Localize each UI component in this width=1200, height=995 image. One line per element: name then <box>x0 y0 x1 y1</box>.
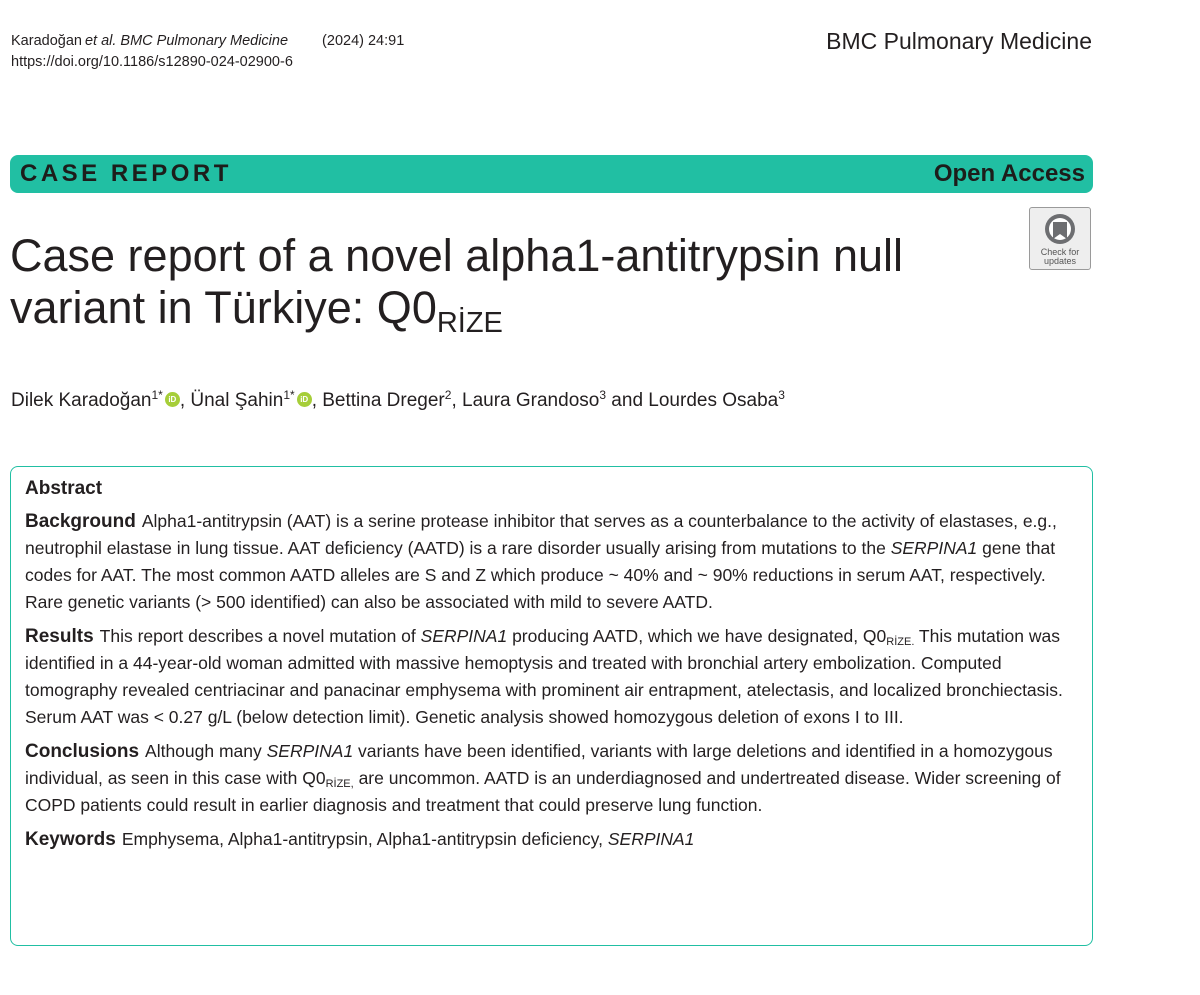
author-list <box>11 390 785 412</box>
text-run: gene that codes for AAT. The most common AATD alleles are S and Z which produce ~ 40% and ~ 90% reductions in serum AAT, respectively. Rare genetic variants (> 500 identified) can also be associated with mild to severe AATD. <box>25 538 1056 612</box>
text-run: This mutation was identified in a 44-year-old woman admitted with massive hemoptysis and treated with bronchial artery embolization. Computed tomography revealed centriacinar and panacinar emphysema with prominent air entrapment, atelectasis, and localized bronchiectasis. Serum AAT was < 0.27 g/L (below detection limit). Genetic analysis showed homozygous deletion of exons I to III. <box>25 626 1063 727</box>
article-type: CASE REPORT <box>20 160 232 187</box>
orcid-icon[interactable] <box>165 392 180 407</box>
author-separator: and <box>606 390 649 411</box>
text-run: are uncommon. AATD is an underdiagnosed and undertreated disease. Wider screening of COPD patients could result in earlier diagnosis and treatment that could preserve lung function. <box>25 768 1061 815</box>
subscript-text: RİZE, <box>325 778 354 790</box>
abstract-keywords <box>25 826 1078 853</box>
affiliation-marker: 1* <box>151 388 163 402</box>
abstract-box <box>10 466 1093 946</box>
italic-term: SERPINA1 <box>420 626 508 646</box>
abstract-background <box>25 508 1078 616</box>
check-updates-line1: Check for <box>1040 247 1080 257</box>
text-run: producing AATD, which we have designated, Q0 <box>507 626 887 646</box>
author-separator: , <box>451 390 463 411</box>
author-name: Ünal Şahin <box>190 390 284 411</box>
doi-link[interactable]: https://doi.org/10.1186/s12890-024-02900-6 <box>11 54 293 70</box>
year-volume: (2024) 24:91 <box>322 33 405 49</box>
article-title <box>10 230 1020 339</box>
check-updates-icon <box>1043 212 1077 246</box>
author-separator: , <box>179 390 191 411</box>
conclusions-label: Conclusions <box>25 741 140 762</box>
open-access-label: Open Access <box>933 160 1085 187</box>
keywords-label: Keywords <box>25 829 116 850</box>
check-for-updates-button[interactable] <box>1029 207 1091 270</box>
journal-cite: BMC Pulmonary Medicine <box>120 33 289 49</box>
abstract-results <box>25 623 1078 731</box>
abstract-conclusions <box>25 738 1078 819</box>
italic-term: SERPINA1 <box>607 829 695 849</box>
affiliation-marker: 3 <box>778 388 785 402</box>
lead-author: Karadoğan <box>11 33 82 49</box>
orcid-label: iD <box>168 395 177 404</box>
background-text <box>25 511 1057 612</box>
subscript-text: RİZE. <box>886 636 915 648</box>
affiliation-marker: 3 <box>599 388 607 402</box>
italic-term: SERPINA1 <box>890 538 978 558</box>
author-separator: , <box>311 390 323 411</box>
results-text <box>25 626 1063 727</box>
title-main: Case report of a novel alpha1-antitrypsin null variant in Türkiye: Q0 <box>10 230 904 333</box>
orcid-label: iD <box>300 395 309 404</box>
keywords-text <box>122 829 695 849</box>
italic-term: SERPINA1 <box>266 741 354 761</box>
text-run: variants have been identified, variants with large deletions and identified in a homozygous individual, as seen in this case with Q0 <box>25 741 1053 788</box>
title-subscript: RİZE <box>436 307 503 339</box>
text-run: Although many <box>145 741 267 761</box>
author-name: Bettina Dreger <box>322 390 445 411</box>
et-al: et al. <box>84 33 117 49</box>
orcid-icon[interactable] <box>297 392 312 407</box>
conclusions-text <box>25 741 1061 815</box>
text-run: Emphysema, Alpha1-antitrypsin, Alpha1-antitrypsin deficiency, <box>121 829 608 849</box>
citation-line <box>11 31 407 52</box>
citation-header <box>11 31 407 73</box>
affiliation-marker: 1* <box>283 388 295 402</box>
text-run: Alpha1-antitrypsin (AAT) is a serine protease inhibitor that serves as a counterbalance to the activity of elastases, e.g., neutrophil elastase in lung tissue. AAT deficiency (AATD) is a rare disorder usually arising from mutations to the <box>25 511 1057 558</box>
background-label: Background <box>25 511 136 532</box>
check-updates-line2: updates <box>1043 256 1077 266</box>
journal-name: BMC Pulmonary Medicine <box>826 28 1092 54</box>
results-label: Results <box>25 626 94 647</box>
author-name: Laura Grandoso <box>462 390 600 411</box>
author-name: Lourdes Osaba <box>648 390 779 411</box>
author-name: Dilek Karadoğan <box>11 390 152 411</box>
article-type-banner <box>10 155 1093 193</box>
abstract-heading: Abstract <box>25 478 103 499</box>
text-run: This report describes a novel mutation of <box>99 626 421 646</box>
affiliation-marker: 2 <box>444 388 452 402</box>
